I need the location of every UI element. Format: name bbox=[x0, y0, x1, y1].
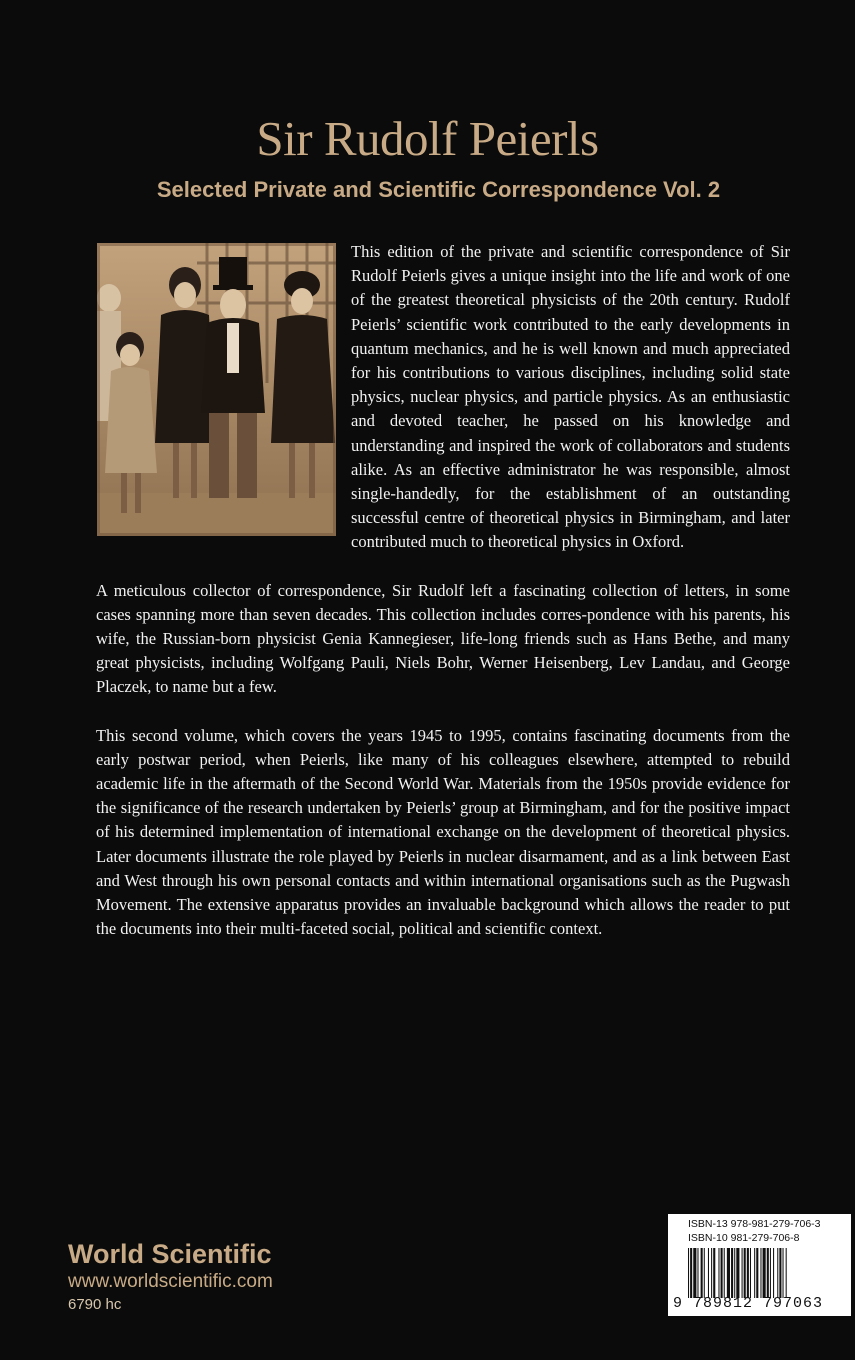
description-paragraph: This edition of the private and scientific correspondence of Sir Rudolf Peierls gives a unique insight into the life and work of one of the greatest theoretical physicists of the 20th century. Rudolf Peierls’ scientific work contributed to the early developments in quantum mechanics, and he is well known and much appreciated for his contributions to various disciplines, including solid state physics, nuclear physics, and particle physics. As an enthusiastic and devoted teacher, he passed on his knowledge and understanding and inspired the work of collaborators and students alike. As an effective administrator he was responsible, almost single-handedly, for the establishment of an outstanding successful centre of theoretical physics in Birmingham, and later contributed much to theoretical physics in Oxford. bbox=[351, 242, 790, 552]
barcode-bar bbox=[742, 1248, 743, 1298]
barcode-bar bbox=[773, 1248, 774, 1298]
barcode-bar bbox=[704, 1248, 705, 1298]
description bbox=[96, 240, 790, 965]
isbn-barcode-box bbox=[668, 1214, 851, 1316]
barcode-bar bbox=[724, 1248, 725, 1298]
barcode-bar bbox=[783, 1248, 784, 1298]
barcode-bar bbox=[760, 1248, 761, 1298]
description-paragraph: This second volume, which covers the years 1945 to 1995, contains fascinating documents from the early postwar period, when Peierls, like many of his colleagues elsewhere, attempted to rebuild academic life in the aftermath of the Second World War. Materials from the 1950s provide evidence for the significance of the research undertaken by Peierls’ group at Birmingham, and for the positive impact of his determined implementation of international exchange on the development of theoretical physics. Later documents illustrate the role played by Peierls in nuclear disarmament, and as a link between East and West through his own personal contacts and within international organisations such as the Pugwash Movement. The extensive apparatus provides an invaluable background which allows the reader to put the documents into their multi-faceted social, political and scientific context. bbox=[96, 725, 790, 939]
barcode-bar bbox=[697, 1248, 698, 1298]
barcode-bar bbox=[708, 1248, 709, 1298]
barcode-bar bbox=[770, 1248, 771, 1298]
isbn-10: ISBN-10 981-279-706-8 bbox=[688, 1232, 800, 1244]
barcode-bar bbox=[750, 1248, 751, 1298]
barcode-bar bbox=[777, 1248, 778, 1298]
barcode-bar bbox=[747, 1248, 749, 1298]
publisher-name: World Scientific bbox=[68, 1239, 272, 1269]
barcode-bar bbox=[693, 1248, 696, 1298]
publisher-url[interactable]: www.worldscientific.com bbox=[68, 1271, 273, 1292]
barcode-bar bbox=[701, 1248, 703, 1298]
barcode-bar bbox=[754, 1248, 755, 1298]
photo-float-spacer bbox=[96, 240, 351, 546]
barcode-bar bbox=[731, 1248, 733, 1298]
barcode-bar bbox=[779, 1248, 781, 1298]
barcode bbox=[688, 1248, 846, 1298]
isbn-13: ISBN-13 978-981-279-706-3 bbox=[688, 1218, 821, 1230]
barcode-bar bbox=[688, 1248, 689, 1298]
barcode-digits: 9 789812 797063 bbox=[673, 1295, 824, 1312]
book-subtitle: Selected Private and Scientific Correspondence Vol. 2 bbox=[156, 177, 721, 202]
book-title: Sir Rudolf Peierls bbox=[256, 111, 599, 166]
barcode-bar bbox=[744, 1248, 746, 1298]
barcode-bar bbox=[721, 1248, 723, 1298]
barcode-bar bbox=[713, 1248, 715, 1298]
barcode-bar bbox=[736, 1248, 739, 1298]
barcode-bar bbox=[786, 1248, 787, 1298]
barcode-bar bbox=[763, 1248, 766, 1298]
publisher-block bbox=[68, 1238, 273, 1316]
barcode-bar bbox=[767, 1248, 769, 1298]
barcode-bar bbox=[756, 1248, 758, 1298]
barcode-bar bbox=[734, 1248, 735, 1298]
barcode-bar bbox=[711, 1248, 712, 1298]
barcode-bar bbox=[690, 1248, 692, 1298]
barcode-bar bbox=[718, 1248, 719, 1298]
description-paragraph: A meticulous collector of correspondence, Sir Rudolf left a fascinating collection of letters, in some cases spanning more than seven decades. This collection includes corres-pondence with his parents, his wife, the Russian-born physicist Genia Kannegieser, life-long friends such as Hans Bethe, and many great physicists, including Wolfgang Pauli, Niels Bohr, Werner Heisenberg, Lev Landau, and George Placzek, to name but a few. bbox=[96, 580, 790, 697]
barcode-bar bbox=[727, 1248, 730, 1298]
product-code: 6790 hc bbox=[68, 1296, 122, 1313]
